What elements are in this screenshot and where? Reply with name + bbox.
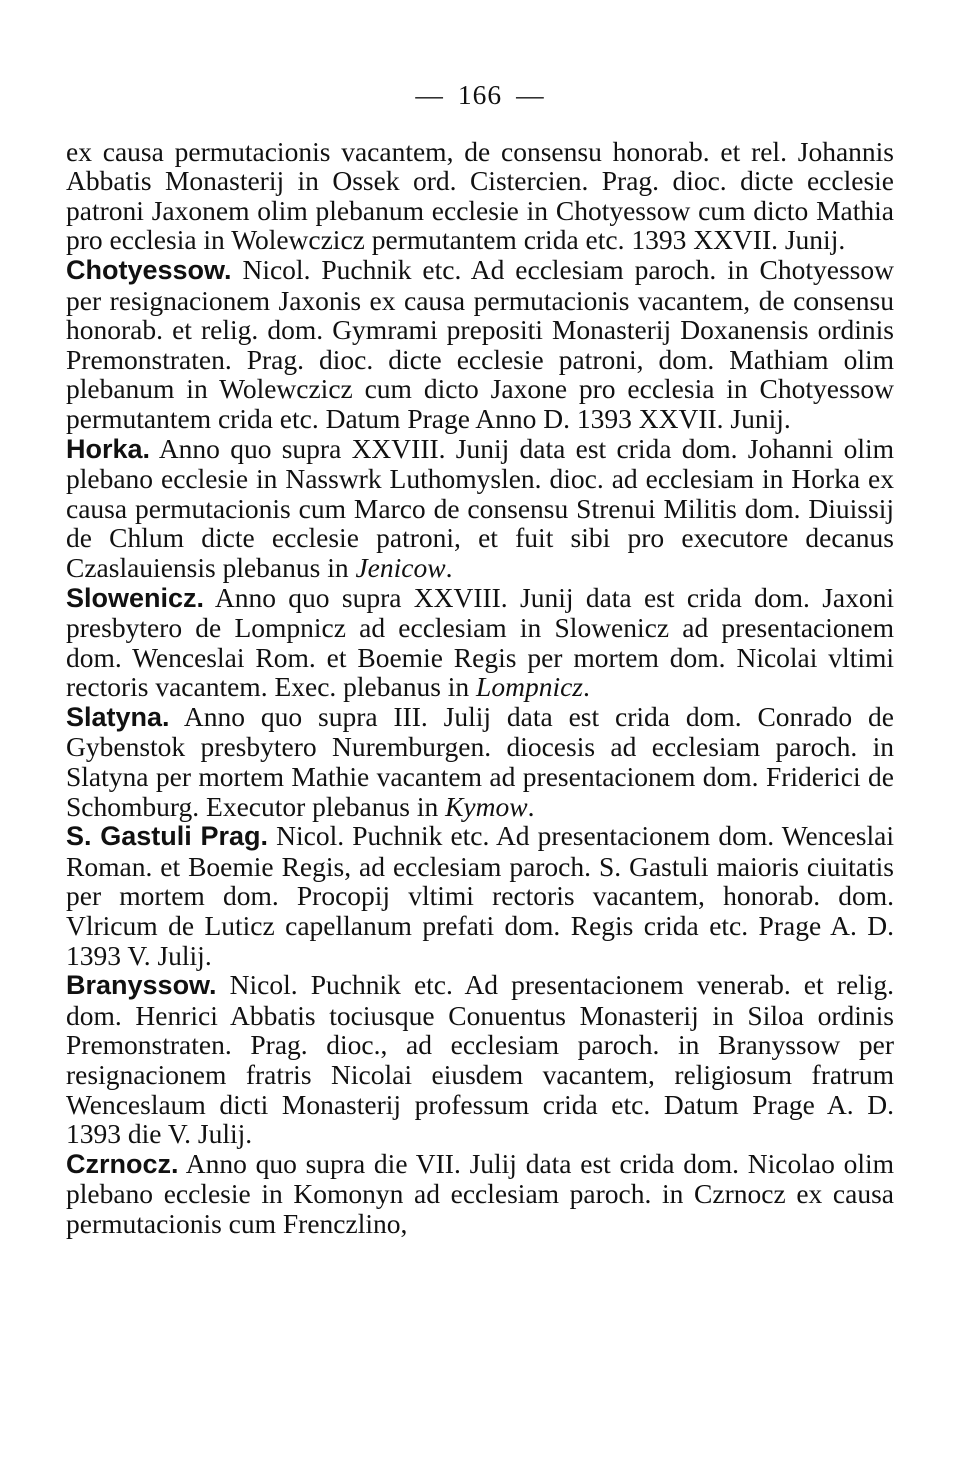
entry-text: Nicol. Puchnik etc. Ad ecclesiam paroch. in Chotyessow per resignacionem Jaxonis ex causa permutacionis vacantem, de consensu honorab. et relig. dom. Gymrami prepositi Monasterij Doxanensis ordinis Premonstraten. Prag. dioc. dicte ecclesie patroni, dom. Mathiam olim plebanum in Wolewczicz cum dicto Jaxone pro ecclesia in Chotyessow permutantem crida etc. Datum Prage Anno D. 1393 XXVII. Junij.: [66, 253, 894, 434]
entry-text: ex causa permutacionis vacantem, de consensu honorab. et rel. Johannis Abbatis Monasterij in Ossek ord. Cistercien. Prag. dioc. dicte ecclesie patroni Jaxonem olim plebanum ecclesie in Chotyessow cum dicto Mathia pro ecclesia in Wolewczicz permutantem crida etc. 1393 XXVII. Junij.: [66, 135, 894, 256]
entry-italic-place: Kymow: [445, 790, 528, 822]
entry-italic-place: Jenicow: [355, 551, 446, 583]
entry-text: Nicol. Puchnik etc. Ad presentacionem dom. Wenceslai Roman. et Boemie Regis, ad ecclesiam paroch. S. Gastuli maioris ciuitatis per mortem dom. Procopij vltimi rectoris vacantem, honorab. dom. Vlricum de Luticz capellanum prefati dom. Regis crida etc. Prage A. D. 1393 V. Julij.: [66, 820, 894, 971]
entry-text: Anno quo supra die VII. Julij data est crida dom. Nicolao olim plebano ecclesie in Komonyn ad ecclesiam paroch. in Czrnocz ex causa permutacionis cum Frenczlino,: [66, 1147, 894, 1239]
entry-heading: Slatyna.: [66, 701, 170, 732]
entry-italic-place: Lompnicz: [476, 671, 583, 703]
page-number-line: [66, 80, 894, 110]
entry-heading: S. Gastuli Prag.: [66, 821, 269, 852]
entry-heading: Czrnocz.: [66, 1148, 179, 1179]
entry-trailing: .: [583, 671, 590, 703]
page: [66, 80, 894, 1239]
entry-slowenicz: [66, 583, 894, 702]
entry-heading: Slowenicz.: [66, 582, 205, 613]
entry-heading: Horka.: [66, 433, 151, 464]
entry-text: Anno quo supra XXVIII. Junij data est crida dom. Johanni olim plebano ecclesie in Nasswrk Luthomyslen. dioc. ad ecclesiam in Horka ex causa permutacionis cum Marco de consensu Strenui Militis dom. Diuissij de Chlum dicte ecclesie patroni, et fuit sibi pro executore decanus Czaslauiensis plebanus in: [66, 432, 894, 583]
entry-chotyessow: [66, 255, 894, 434]
entry-text: Anno quo supra XXVIII. Junij data est crida dom. Jaxoni presbytero de Lompnicz ad ecclesiam in Slowenicz ad presentacionem dom. Wenceslai Rom. et Boemie Regis per mortem dom. Nicolai vltimi rectoris vacantem. Exec. plebanus in: [66, 581, 894, 703]
entry-continuation: [66, 137, 894, 255]
entry-heading: Chotyessow.: [66, 254, 232, 285]
entry-czrnocz: [66, 1149, 894, 1239]
entry-trailing: .: [445, 551, 453, 583]
entry-horka: [66, 434, 894, 583]
page-number-dash-right: —: [516, 79, 545, 110]
page-number: 166: [457, 79, 503, 110]
page-number-dash-left: —: [415, 79, 444, 110]
entry-text: Anno quo supra III. Julij data est crida dom. Conrado de Gybenstok presbytero Nuremburgen. diocesis ad ecclesiam paroch. in Slatyna per mortem Mathie vacantem ad presentacionem dom. Friderici de Schomburg. Executor plebanus in: [66, 700, 894, 822]
entry-branyssow: [66, 970, 894, 1149]
entry-heading: Branyssow.: [66, 970, 217, 1001]
entry-text: Nicol. Puchnik etc. Ad presentacionem venerab. et relig. dom. Henrici Abbatis tociusque Conuentus Monasterij in Siloa ordinis Premonstraten. Prag. dioc., ad ecclesiam paroch. in Branyssow per resignacionem fratris Nicolai eiusdem vacantem, religiosum fratrum Wenceslaum dicti Monasterij professum crida etc. Datum Prage A. D. 1393 die V. Julij.: [66, 969, 894, 1150]
entry-s-gastuli-prag: [66, 821, 894, 970]
entry-trailing: .: [527, 790, 535, 822]
entry-slatyna: [66, 702, 894, 821]
